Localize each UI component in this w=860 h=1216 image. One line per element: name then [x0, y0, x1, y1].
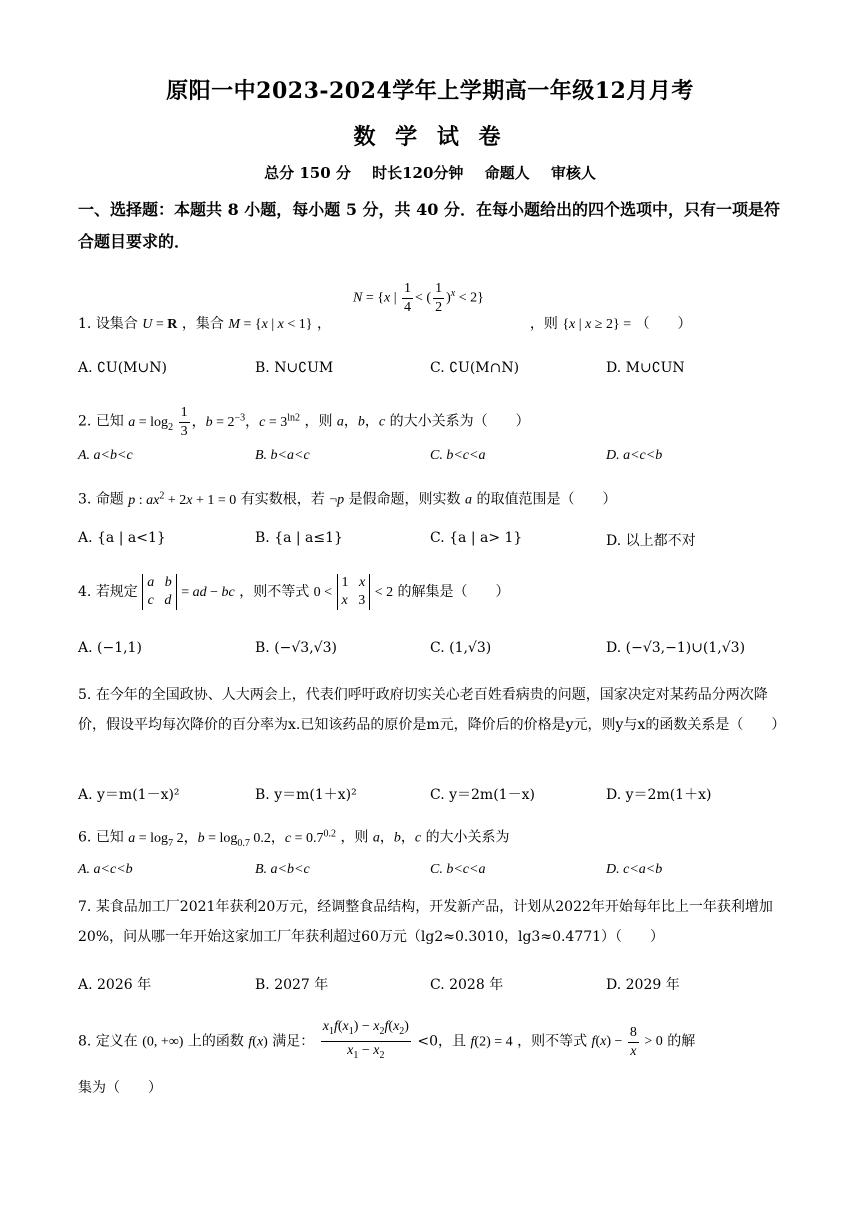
q5-options [78, 784, 788, 806]
q3-stem-d: 的取值范围是（ ） [476, 491, 617, 508]
exam-info [0, 162, 860, 183]
q6-option-a[interactable]: A. a<c<b [78, 862, 133, 877]
q3-stem-b: 有实数根，若 [240, 491, 325, 508]
q4-options [78, 640, 788, 662]
q2-stem-c: 的大小关系为（ ） [389, 413, 530, 430]
q8-stem-b: 上的函数 [187, 1033, 244, 1050]
info-author: 命题人 [484, 164, 530, 182]
q3-option-a[interactable]: A. {a | a<1} [78, 530, 166, 546]
q1-bracket: （ ） [635, 316, 692, 332]
q6-option-d[interactable]: D. c<a<b [606, 862, 663, 877]
q1-stem-c: ， [316, 316, 331, 332]
q6-number: 6. [78, 829, 92, 846]
q4-stem-b: ，则不等式 [239, 584, 310, 600]
q1-number: 1. [78, 316, 92, 332]
q6-stem-b: ，则 [340, 829, 369, 846]
q7-number: 7. [78, 899, 92, 915]
q7-option-b[interactable]: B. 2027 年 [255, 977, 329, 993]
q5-number: 5. [78, 687, 92, 703]
exam-title: 原阳一中2023-2024学年上学期高一年级12月月考 [166, 78, 694, 104]
q2-option-b[interactable]: B. b<a<c [255, 448, 310, 463]
q4-stem-a: 若规定 [95, 584, 138, 600]
q1-options [78, 360, 788, 382]
q1-stem-a: 设集合 [95, 316, 138, 332]
q6-options [78, 862, 788, 884]
q1-option-c[interactable]: C. ∁U(M∩N) [430, 360, 520, 376]
q4-option-b[interactable]: B. (−√3,√3) [255, 640, 337, 656]
q7-stem: 某食品加工厂2021年获利20万元，经调整食品结构，开发新产品，计划从2022年开始每年比上一年获利增加20%，问从哪一年开始这家加工厂年获利超过60万元（lg2≈0.3010，lg3≈0.4771）（ ） [78, 899, 773, 945]
q2-stem-a: 已知 [95, 413, 124, 430]
question-5 [78, 680, 788, 740]
q5-option-a[interactable]: A. y＝m(1－x)² [78, 787, 180, 803]
q6-option-c[interactable]: C. b<c<a [430, 862, 486, 877]
q2-option-a[interactable]: A. a<b<c [78, 448, 133, 463]
question-7 [78, 892, 788, 952]
q2-options [78, 448, 788, 470]
q1-option-d[interactable]: D. M∪∁UN [606, 360, 685, 376]
q3-option-b[interactable]: B. {a | a≤1} [255, 530, 343, 546]
q4-option-d[interactable]: D. (−√3,−1)∪(1,√3) [606, 640, 746, 656]
q2-option-c[interactable]: C. b<c<a [430, 448, 486, 463]
q8-stem-e: ，则不等式 [517, 1033, 588, 1050]
q8-number: 8. [78, 1033, 92, 1050]
info-time: 时长120分钟 [372, 164, 464, 182]
q6-stem-a: 已知 [95, 829, 124, 846]
q5-option-c[interactable]: C. y＝2m(1－x) [430, 787, 535, 803]
q2-stem-b: ，则 [304, 413, 333, 430]
q4-stem-c: 的解集是（ ） [397, 584, 510, 600]
question-2: 2. 已知 $a = \log_2$ $\frac{1}{3}$ ，$b = 2^{-3}$，$c = 3^{ln2}$ ，则 a，b，c 的大小关系为（ ） [78, 405, 530, 439]
q1-option-b[interactable]: B. N∪∁UM [255, 360, 334, 376]
q4-number: 4. [78, 584, 92, 600]
q1-stem-d: ，则 [529, 316, 558, 332]
q5-stem: 在今年的全国政协、人大两会上，代表们呼吁政府切实关心老百姓看病贵的问题，国家决定对某药品分两次降价，假设平均每次降价的百分率为x.已知该药品的原价是m元，降价后的价格是y元，则y与x的函数关系是（ ） [78, 687, 786, 733]
info-score: 总分 150 分 [264, 164, 351, 182]
q3-stem-a: 命题 [95, 491, 124, 508]
q4-option-c[interactable]: C. (1,√3) [430, 640, 492, 656]
q6-stem-c: 的大小关系为 [425, 829, 510, 846]
q8-stem-a: 定义在 [95, 1033, 138, 1050]
q1-option-a[interactable]: A. ∁U(M∪N) [78, 360, 167, 376]
q6-option-b[interactable]: B. a<b<c [255, 862, 310, 877]
q7-options [78, 974, 788, 996]
section-heading: 一、选择题：本题共 8 小题，每小题 5 分，共 40 分．在每小题给出的四个选项中，只有一项是符合题目要求的． [78, 200, 780, 251]
q3-stem-c: 是假命题，则实数 [348, 491, 461, 508]
info-reviewer: 审核人 [550, 164, 596, 182]
question-4: 4. 若规定 a b c d = ad − bc ，则不等式 0 < 1 x x 3 < 2 的解集是（ ） [78, 575, 510, 608]
q8-stem-d: <0，且 [417, 1033, 467, 1050]
question-1: N = {x | $\frac{1}{4}$ < ( $\frac{1}{2}$ )$^x$ < 2} 1. 设集合 U = R ，集合 M = {x | x < 1} ， ，则 {x | x ≥ 2} = （ ） [78, 281, 692, 332]
question-3: 3. 命题 p : $ax^2 + 2x + 1 = 0$ 有实数根，若 ¬p 是假命题，则实数 a 的取值范围是（ ） [78, 490, 617, 508]
q3-options [78, 530, 788, 552]
q7-option-d[interactable]: D. 2029 年 [606, 977, 680, 993]
q8-stem-f: 的解 [667, 1033, 696, 1050]
q3-number: 3. [78, 491, 92, 508]
q1-stem-b: ，集合 [181, 316, 224, 332]
question-6: 6. 已知 $a = \log_7 2$，$b = \log_{0.7} 0.2$，$c = 0.7^{0.2}$ ，则 a，b，c 的大小关系为 [78, 828, 510, 849]
q3-option-c[interactable]: C. {a | a> 1} [430, 530, 523, 546]
q5-option-b[interactable]: B. y＝m(1＋x)² [255, 787, 357, 803]
q2-option-d[interactable]: D. a<c<b [606, 448, 663, 463]
q2-number: 2. [78, 413, 92, 430]
q7-option-c[interactable]: C. 2028 年 [430, 977, 504, 993]
q4-option-a[interactable]: A. (−1,1) [78, 640, 142, 656]
q5-option-d[interactable]: D. y＝2m(1＋x) [606, 787, 712, 803]
exam-subtitle: 数 学 试 卷 [353, 124, 507, 150]
q7-option-a[interactable]: A. 2026 年 [78, 977, 152, 993]
q8-stem-continued: 集为（ ） [78, 1080, 162, 1096]
question-8: 8. 定义在 (0, +∞) 上的函数 f(x) 满足： $\frac{x_1f(x_1) - x_2f(x_2)}{x_1 - x_2}$ <0，且 f(2) = 4 ，则不等式 f(x) − $\frac{8}{x}$ > 0 的解 [78, 1019, 696, 1061]
q3-option-d[interactable]: D. 以上都不对 [606, 533, 696, 549]
q8-stem-c: 满足： [272, 1033, 315, 1050]
